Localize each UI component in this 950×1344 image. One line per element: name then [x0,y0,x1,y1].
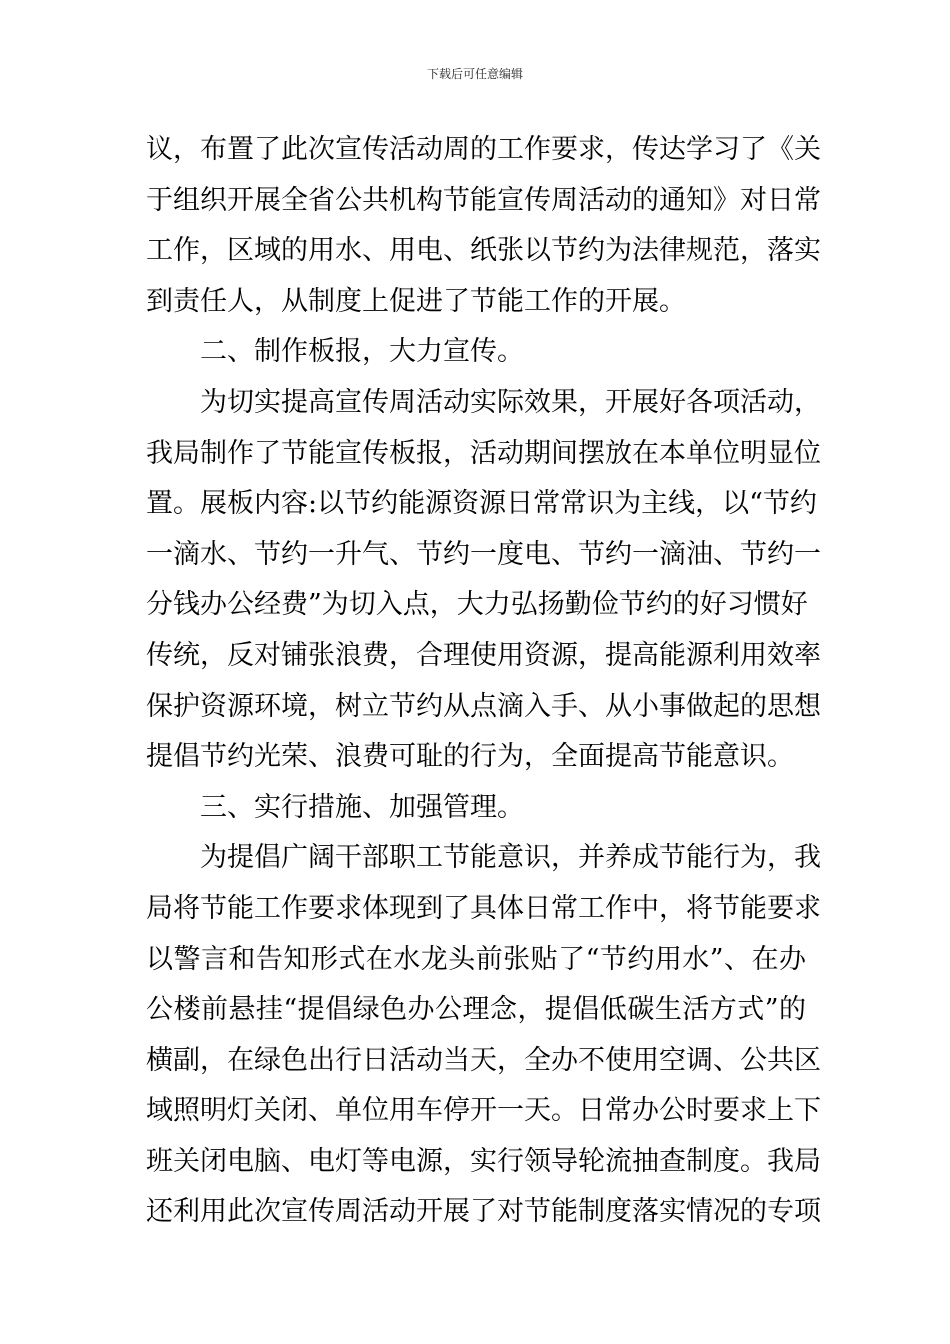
text-line: 还利用此次宣传周活动开展了对节能制度落实情况的专项 [146,1196,821,1228]
text-line: 横副，在绿色出行日活动当天，全办不使用空调、公共区 [146,1044,821,1076]
text-line: 域照明灯关闭、单位用车停开一天。日常办公时要求上下 [146,1095,821,1127]
text-line: 我局制作了节能宣传板报，活动期间摆放在本单位明显位 [146,437,821,469]
page-header: 下载后可任意编辑 [426,67,523,81]
section-heading: 三、实行措施、加强管理。 [200,791,524,823]
text-line: 分钱办公经费”为切入点，大力弘扬勤俭节约的好习惯好 [146,589,808,621]
text-line: 工作，区域的用水、用电、纸张以节约为法律规范，落实 [146,235,821,267]
text-line: 置。展板内容:以节约能源资源日常常识为主线，以“节约 [146,488,817,520]
text-line: 班关闭电脑、电灯等电源，实行领导轮流抽查制度。我局 [146,1145,821,1177]
text-line: 议，布置了此次宣传活动周的工作要求，传达学习了《关 [146,134,821,165]
body-text [146,125,821,1238]
text-line: 公楼前悬挂“提倡绿色办公理念，提倡低碳生活方式”的 [146,994,806,1026]
text-line: 提倡节约光荣、浪费可耻的行为，全面提高节能意识。 [146,741,794,773]
text-line: 保护资源环境，树立节约从点滴入手、从小事做起的思想 [146,690,821,722]
text-line: 以警言和告知形式在水龙头前张贴了“节约用水”、在办 [146,943,806,975]
text-line: 局将节能工作要求体现到了具体日常工作中，将节能要求 [146,892,821,924]
text-line: 到责任人，从制度上促进了节能工作的开展。 [146,285,686,317]
text-line: 于组织开展全省公共机构节能宣传周活动的通知》对日常 [146,184,821,216]
section-heading: 二、制作板报，大力宣传。 [200,336,524,368]
text-line: 为提倡广阔干部职工节能意识，并养成节能行为，我 [200,842,821,874]
text-line: 传统，反对铺张浪费，合理使用资源，提高能源利用效率 [146,639,821,671]
text-line: 为切实提高宣传周活动实际效果，开展好各项活动， [200,386,821,418]
text-line: 一滴水、节约一升气、节约一度电、节约一滴油、节约一 [146,538,821,570]
